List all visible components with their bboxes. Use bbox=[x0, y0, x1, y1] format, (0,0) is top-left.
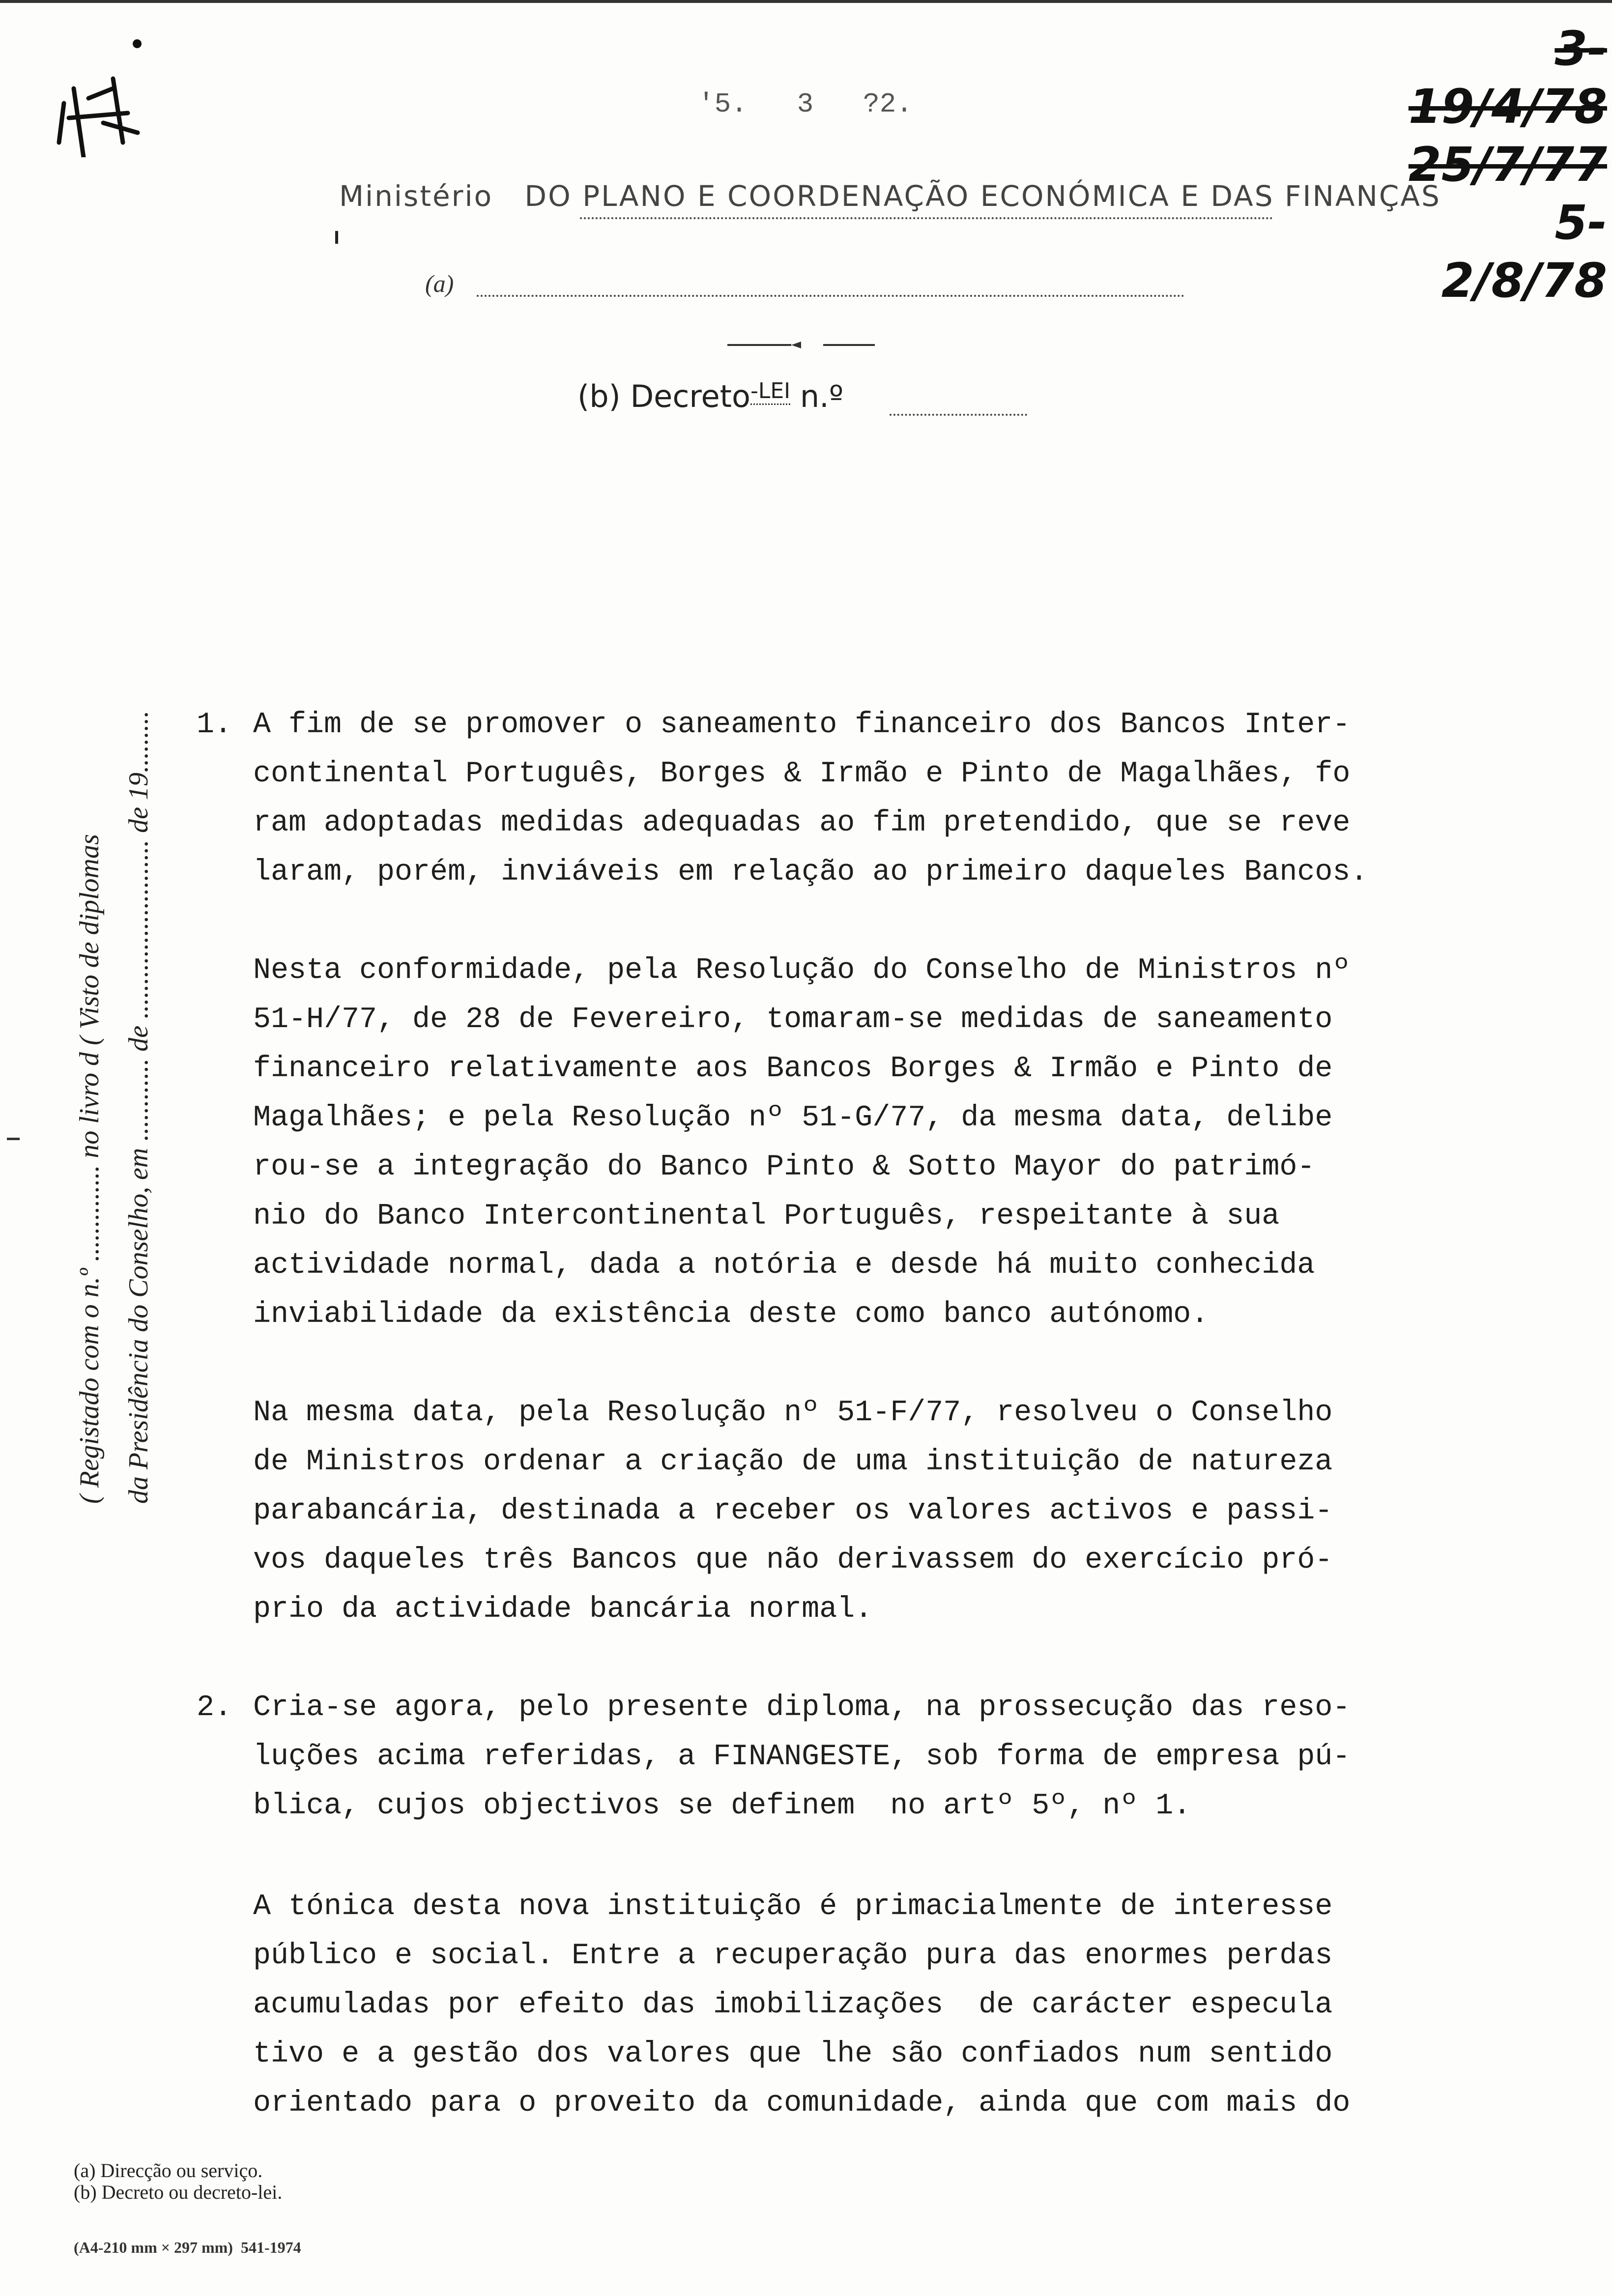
paragraph-line: prio da actividade bancária normal. bbox=[253, 1593, 873, 1626]
paragraph-line: Cria-se agora, pelo presente diploma, na prossecução das reso- bbox=[253, 1691, 1351, 1724]
dot-mark bbox=[133, 39, 142, 48]
side-registry-line-2: da Presidência do Conselho, em ............ de .......................... de 19......... bbox=[123, 711, 154, 1504]
side-registry-line-1: ( Registado com o n.º .............. no livro d ( Visto de diplomas bbox=[74, 834, 105, 1504]
decree-insert: -LEI bbox=[750, 378, 790, 405]
scribble-icon bbox=[44, 59, 143, 157]
paragraph-line: financeiro relativamente aos Bancos Borges & Irmão e Pinto de bbox=[253, 1052, 1333, 1086]
paragraph-4-number: 2. bbox=[197, 1691, 232, 1724]
paragraph-line: continental Português, Borges & Irmão e Pinto de Magalhães, fo bbox=[253, 757, 1351, 791]
paragraph-line: A tónica desta nova instituição é primacialmente de interesse bbox=[253, 1890, 1333, 1923]
paragraph-line: de Ministros ordenar a criação de uma instituição de natureza bbox=[253, 1445, 1333, 1479]
paragraph-2 bbox=[253, 946, 1526, 1339]
decree-prefix: (b) Decreto bbox=[577, 378, 750, 414]
paragraph-line: Na mesma data, pela Resolução nº 51-F/77, resolveu o Conselho bbox=[253, 1396, 1333, 1430]
paragraph-line: Nesta conformidade, pela Resolução do Conselho de Ministros nº bbox=[253, 954, 1351, 987]
handwritten-ref-2: 25/7/77 bbox=[1408, 137, 1607, 192]
margin-tick bbox=[7, 1138, 20, 1140]
field-a-dotted-line bbox=[477, 295, 1184, 297]
paragraph-5 bbox=[253, 1882, 1526, 2128]
decree-line bbox=[577, 378, 843, 414]
paragraph-line: vos daqueles três Bancos que não derivassem do exercício pró- bbox=[253, 1544, 1333, 1577]
separator-ornament bbox=[727, 340, 875, 350]
paragraph-line: parabancária, destinada a receber os valores activos e passi- bbox=[253, 1494, 1333, 1528]
paragraph-line: público e social. Entre a recuperação pura das enormes perdas bbox=[253, 1939, 1333, 1973]
handwritten-references bbox=[1391, 20, 1607, 310]
field-a-label: (a) bbox=[425, 270, 454, 297]
paragraph-3 bbox=[253, 1388, 1526, 1634]
top-center-code: '5. 3 ?2. bbox=[698, 88, 913, 120]
decree-dotted-line bbox=[890, 414, 1027, 416]
paragraph-line: nio do Banco Intercontinental Português, respeitante à sua bbox=[253, 1200, 1280, 1233]
decree-suffix: n.º bbox=[800, 378, 844, 414]
footnote-b: (b) Decreto ou decreto-lei. bbox=[74, 2181, 283, 2203]
paragraph-line: acumuladas por efeito das imobilizações de carácter especula bbox=[253, 1988, 1333, 2022]
form-code: (A4-210 mm × 297 mm) 541-1974 bbox=[74, 2239, 301, 2256]
paragraph-1-number: 1. bbox=[197, 708, 232, 742]
ministry-header-dotted-line bbox=[580, 217, 1273, 219]
paragraph-line: luções acima referidas, a FINANGESTE, sob forma de empresa pú- bbox=[253, 1740, 1351, 1774]
paragraph-line: blica, cujos objectivos se definem no artº 5º, nº 1. bbox=[253, 1789, 1191, 1823]
footnote-a: (a) Direcção ou serviço. bbox=[74, 2159, 263, 2181]
top-border bbox=[0, 0, 1612, 3]
handwritten-mark-left bbox=[44, 59, 143, 157]
paragraph-line: A fim de se promover o saneamento financeiro dos Bancos Inter- bbox=[253, 708, 1351, 742]
ministry-header: Ministério DO PLANO E COORDENAÇÃO ECONÓMICA E DAS FINANÇAS bbox=[339, 179, 1441, 213]
handwritten-ref-1: 3-19/4/78 bbox=[1408, 21, 1607, 134]
paragraph-line: tivo e a gestão dos valores que lhe são confiados num sentido bbox=[253, 2038, 1333, 2071]
handwritten-ref-3: 5-2/8/78 bbox=[1441, 195, 1607, 308]
paragraph-1 bbox=[253, 700, 1526, 897]
paragraph-line: 51-H/77, de 28 de Fevereiro, tomaram-se medidas de saneamento bbox=[253, 1003, 1333, 1036]
header-tick bbox=[335, 231, 338, 244]
footnotes bbox=[74, 2160, 282, 2203]
paragraph-line: laram, porém, inviáveis em relação ao primeiro daqueles Bancos. bbox=[253, 856, 1368, 889]
paragraph-line: rou-se a integração do Banco Pinto & Sotto Mayor do patrimó- bbox=[253, 1150, 1315, 1184]
paragraph-line: inviabilidade da existência deste como banco autónomo. bbox=[253, 1298, 1209, 1331]
paragraph-4 bbox=[253, 1683, 1526, 1831]
paragraph-line: orientado para o proveito da comunidade, ainda que com mais do bbox=[253, 2087, 1351, 2120]
paragraph-line: ram adoptadas medidas adequadas ao fim pretendido, que se reve bbox=[253, 806, 1351, 840]
paragraph-line: Magalhães; e pela Resolução nº 51-G/77, da mesma data, delibe bbox=[253, 1101, 1333, 1135]
paragraph-line: actividade normal, dada a notória e desde há muito conhecida bbox=[253, 1249, 1315, 1282]
